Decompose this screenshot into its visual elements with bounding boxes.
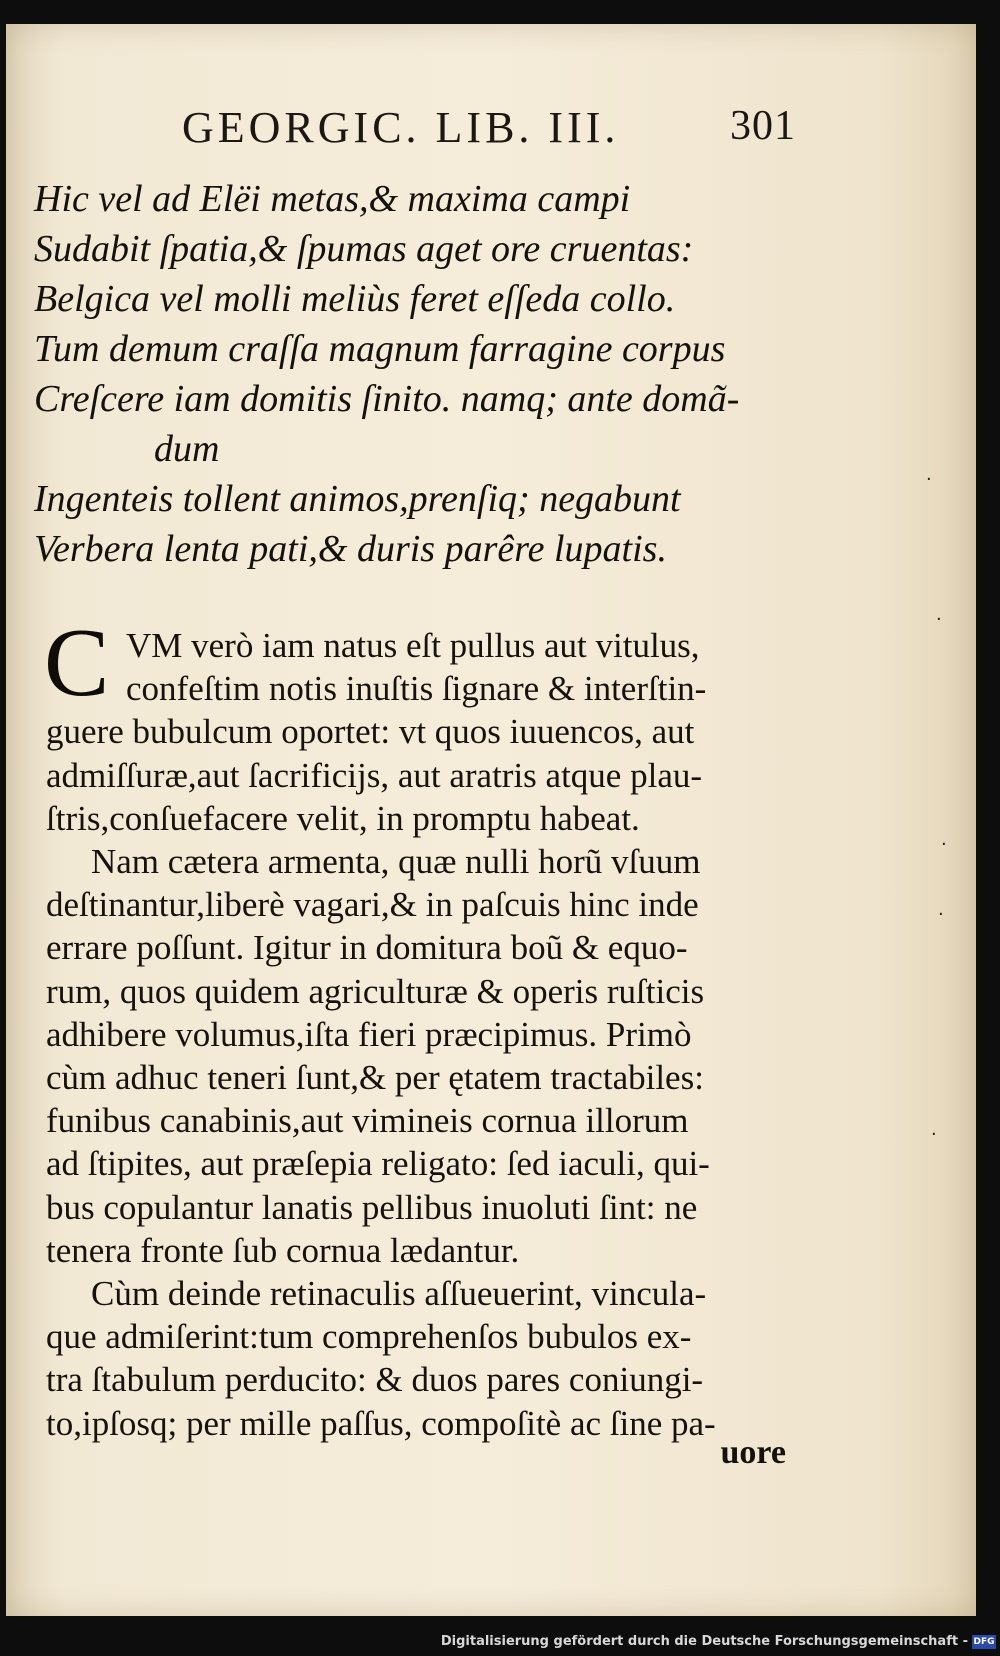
dfg-logo-icon: DFG — [973, 1637, 995, 1647]
verse-line: Verbera lenta pati,& duris parêre lupatis. — [34, 528, 667, 570]
running-head — [176, 102, 796, 152]
verse-block — [34, 174, 794, 574]
verse-line: Sudabit ſpatia,& ſpumas aget ore cruentas: — [34, 228, 694, 270]
prose-line: cùm adhuc teneri ſunt,& per ętatem tractabiles: — [46, 1058, 704, 1098]
prose-line: ad ſtipites, aut præſepia religato: ſed iaculi, qui- — [46, 1144, 710, 1184]
margin-speck: · — [931, 1124, 937, 1145]
verse-line: Tum demum craſſa magnum farragine corpus — [34, 328, 726, 370]
prose-line: tra ſtabulum perducito: & duos pares coniungi- — [46, 1360, 704, 1400]
prose-line: Nam cætera armenta, quæ nulli horũ vſuum — [91, 842, 701, 882]
digitization-credit: Digitalisierung gefördert durch die Deutsche Forschungsgemeinschaft - — [440, 1634, 968, 1649]
prose-line: admiſſuræ,aut ſacrificijs, aut aratris atque plau- — [46, 755, 703, 795]
margin-speck: · — [936, 609, 942, 630]
verse-line: Ingenteis tollent animos,prenſiq; negabunt — [34, 478, 681, 520]
prose-line: deſtinantur,liberè vagari,& in paſcuis hinc inde — [46, 885, 699, 925]
drop-cap: C — [44, 609, 110, 717]
margin-speck: · — [926, 469, 932, 490]
prose-line: tenera fronte ſub cornua lædantur. — [46, 1230, 520, 1270]
margin-speck: · — [941, 834, 947, 855]
prose-line: bus copulantur lanatis pellibus inuoluti ſint: ne — [46, 1187, 698, 1227]
verse-line: Belgica vel molli meliùs feret eſſeda collo. — [34, 278, 676, 320]
prose-line: guere bubulcum oportet: vt quos iuuencos, aut — [46, 712, 695, 752]
catchword: uore — [720, 1434, 786, 1471]
prose-line: ſtris,conſuefacere velit, in promptu habeat. — [46, 798, 640, 838]
prose-line: Cùm deinde retinaculis aſſueuerint, vincula- — [91, 1274, 707, 1314]
verse-line: Hic vel ad Elëi metas,& maxima campi — [34, 178, 631, 220]
verse-line: Creſcere iam domitis ſinito. namq; ante domã- — [34, 378, 740, 420]
margin-speck: · — [938, 904, 944, 925]
prose-line: rum, quos quidem agriculturæ & operis ruſticis — [46, 971, 705, 1011]
prose-line: to,ipſosq; per mille paſſus, compoſitè ac ſine pa- — [46, 1403, 716, 1443]
prose-line: errare poſſunt. Igitur in domitura boũ & equo- — [46, 928, 688, 968]
prose-block — [44, 609, 806, 1445]
prose-line: confeſtim notis inuſtis ſignare & interſtin- — [126, 669, 707, 709]
prose-line: adhibere volumus,iſta fieri præcipimus. Primò — [46, 1014, 692, 1054]
prose-line: VM verò iam natus eſt pullus aut vitulus, — [126, 626, 700, 665]
running-head-title: GEORGIC. LIB. III. — [182, 103, 620, 152]
footer-bar — [0, 1626, 1000, 1656]
prose-line: que admiſerint:tum comprehenſos bubulos ex- — [46, 1317, 692, 1357]
book-page — [6, 24, 976, 1616]
verse-line: dum — [154, 428, 220, 470]
page-number: 301 — [730, 103, 796, 149]
prose-line: funibus canabinis,aut vimineis cornua illorum — [46, 1101, 689, 1141]
